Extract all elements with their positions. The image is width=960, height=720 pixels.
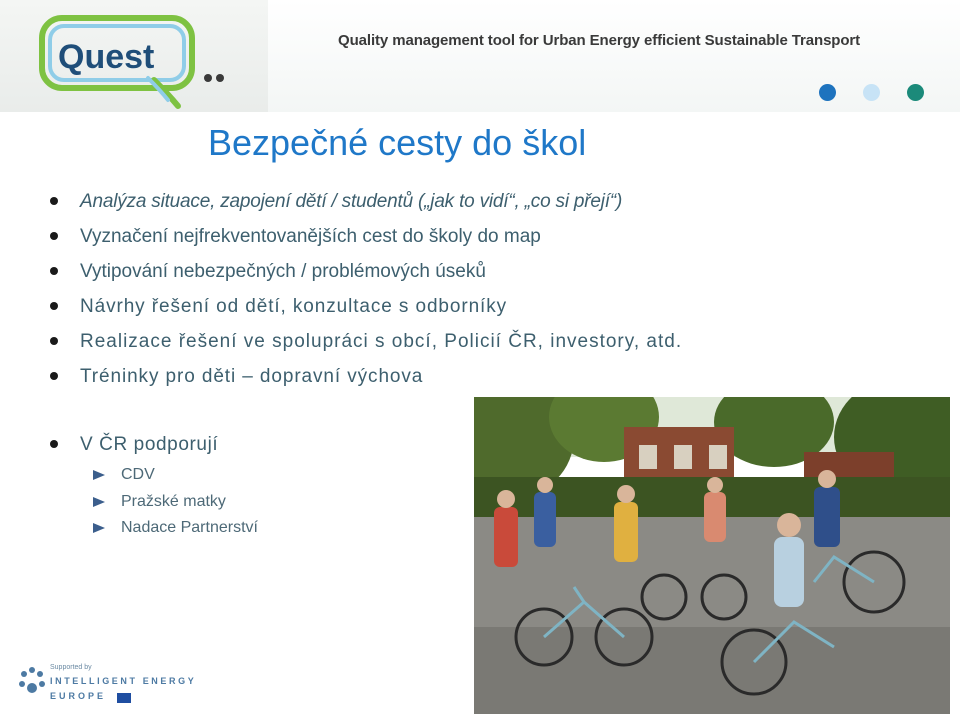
bullet-item [50,184,682,219]
dot-icon [907,84,924,101]
dot-icon [863,84,880,101]
programme-name-line1: INTELLIGENT ENERGY [50,676,197,686]
bullet-text: Vyznačení nejfrekventovanějších cest do školy do map [80,226,541,247]
logo-area [0,0,268,112]
sub-item-text: Pražské matky [121,492,226,510]
bullet-dot-icon [50,232,58,240]
programme-name-line2: EUROPE [50,691,107,701]
slide-title: Bezpečné cesty do škol [208,122,587,163]
bullet-list [50,184,682,394]
supported-by-label: Supported by [50,664,92,671]
bullet-text: Analýza situace, zapojení dětí / studentů („jak to vidí“, „co si přejí“) [80,191,623,212]
bullet-item [50,359,682,394]
bullet-item [50,254,682,289]
bullet-text: Tréninky pro děti – dopravní výchova [80,366,424,387]
bullet-dot-icon [50,372,58,380]
bullet-item [50,219,682,254]
bullet-item [50,289,682,324]
bullet-text: Vytipování nebezpečných / problémových úseků [80,261,486,282]
sub-item-text: CDV [121,466,155,483]
tagline: Quality management tool for Urban Energy efficient Sustainable Transport [338,32,861,49]
children-cycling-photo [474,397,950,714]
sub-item [93,489,258,516]
quest-logo-icon [36,8,236,112]
section-bullet-text: V ČR podporují [80,434,219,455]
logo-text: Quest [58,38,155,76]
bullet-dot-icon [50,302,58,310]
bullet-dot-icon [50,440,58,448]
photo-illustration [474,397,950,714]
sub-item [93,515,258,542]
bullet-item [50,324,682,359]
sub-item [93,462,258,489]
intelligent-energy-logo-icon [14,662,48,702]
dot-icon [819,84,836,101]
sub-item-text: Nadace Partnerství [121,519,258,536]
bullet-dot-icon [50,337,58,345]
triangle-bullet-icon [93,523,105,533]
bullet-text: Realizace řešení ve spolupráci s obcí, Policií ČR, investory, atd. [80,331,683,352]
triangle-bullet-icon [93,470,105,480]
eu-flag-icon [117,693,131,703]
section-bullet [50,427,218,462]
bullet-text: Návrhy řešení od dětí, konzultace s odborníky [80,296,508,317]
triangle-bullet-icon [93,497,105,507]
header-dots [819,84,951,106]
sub-list [93,462,258,542]
bullet-dot-icon [50,267,58,275]
bullet-dot-icon [50,197,58,205]
